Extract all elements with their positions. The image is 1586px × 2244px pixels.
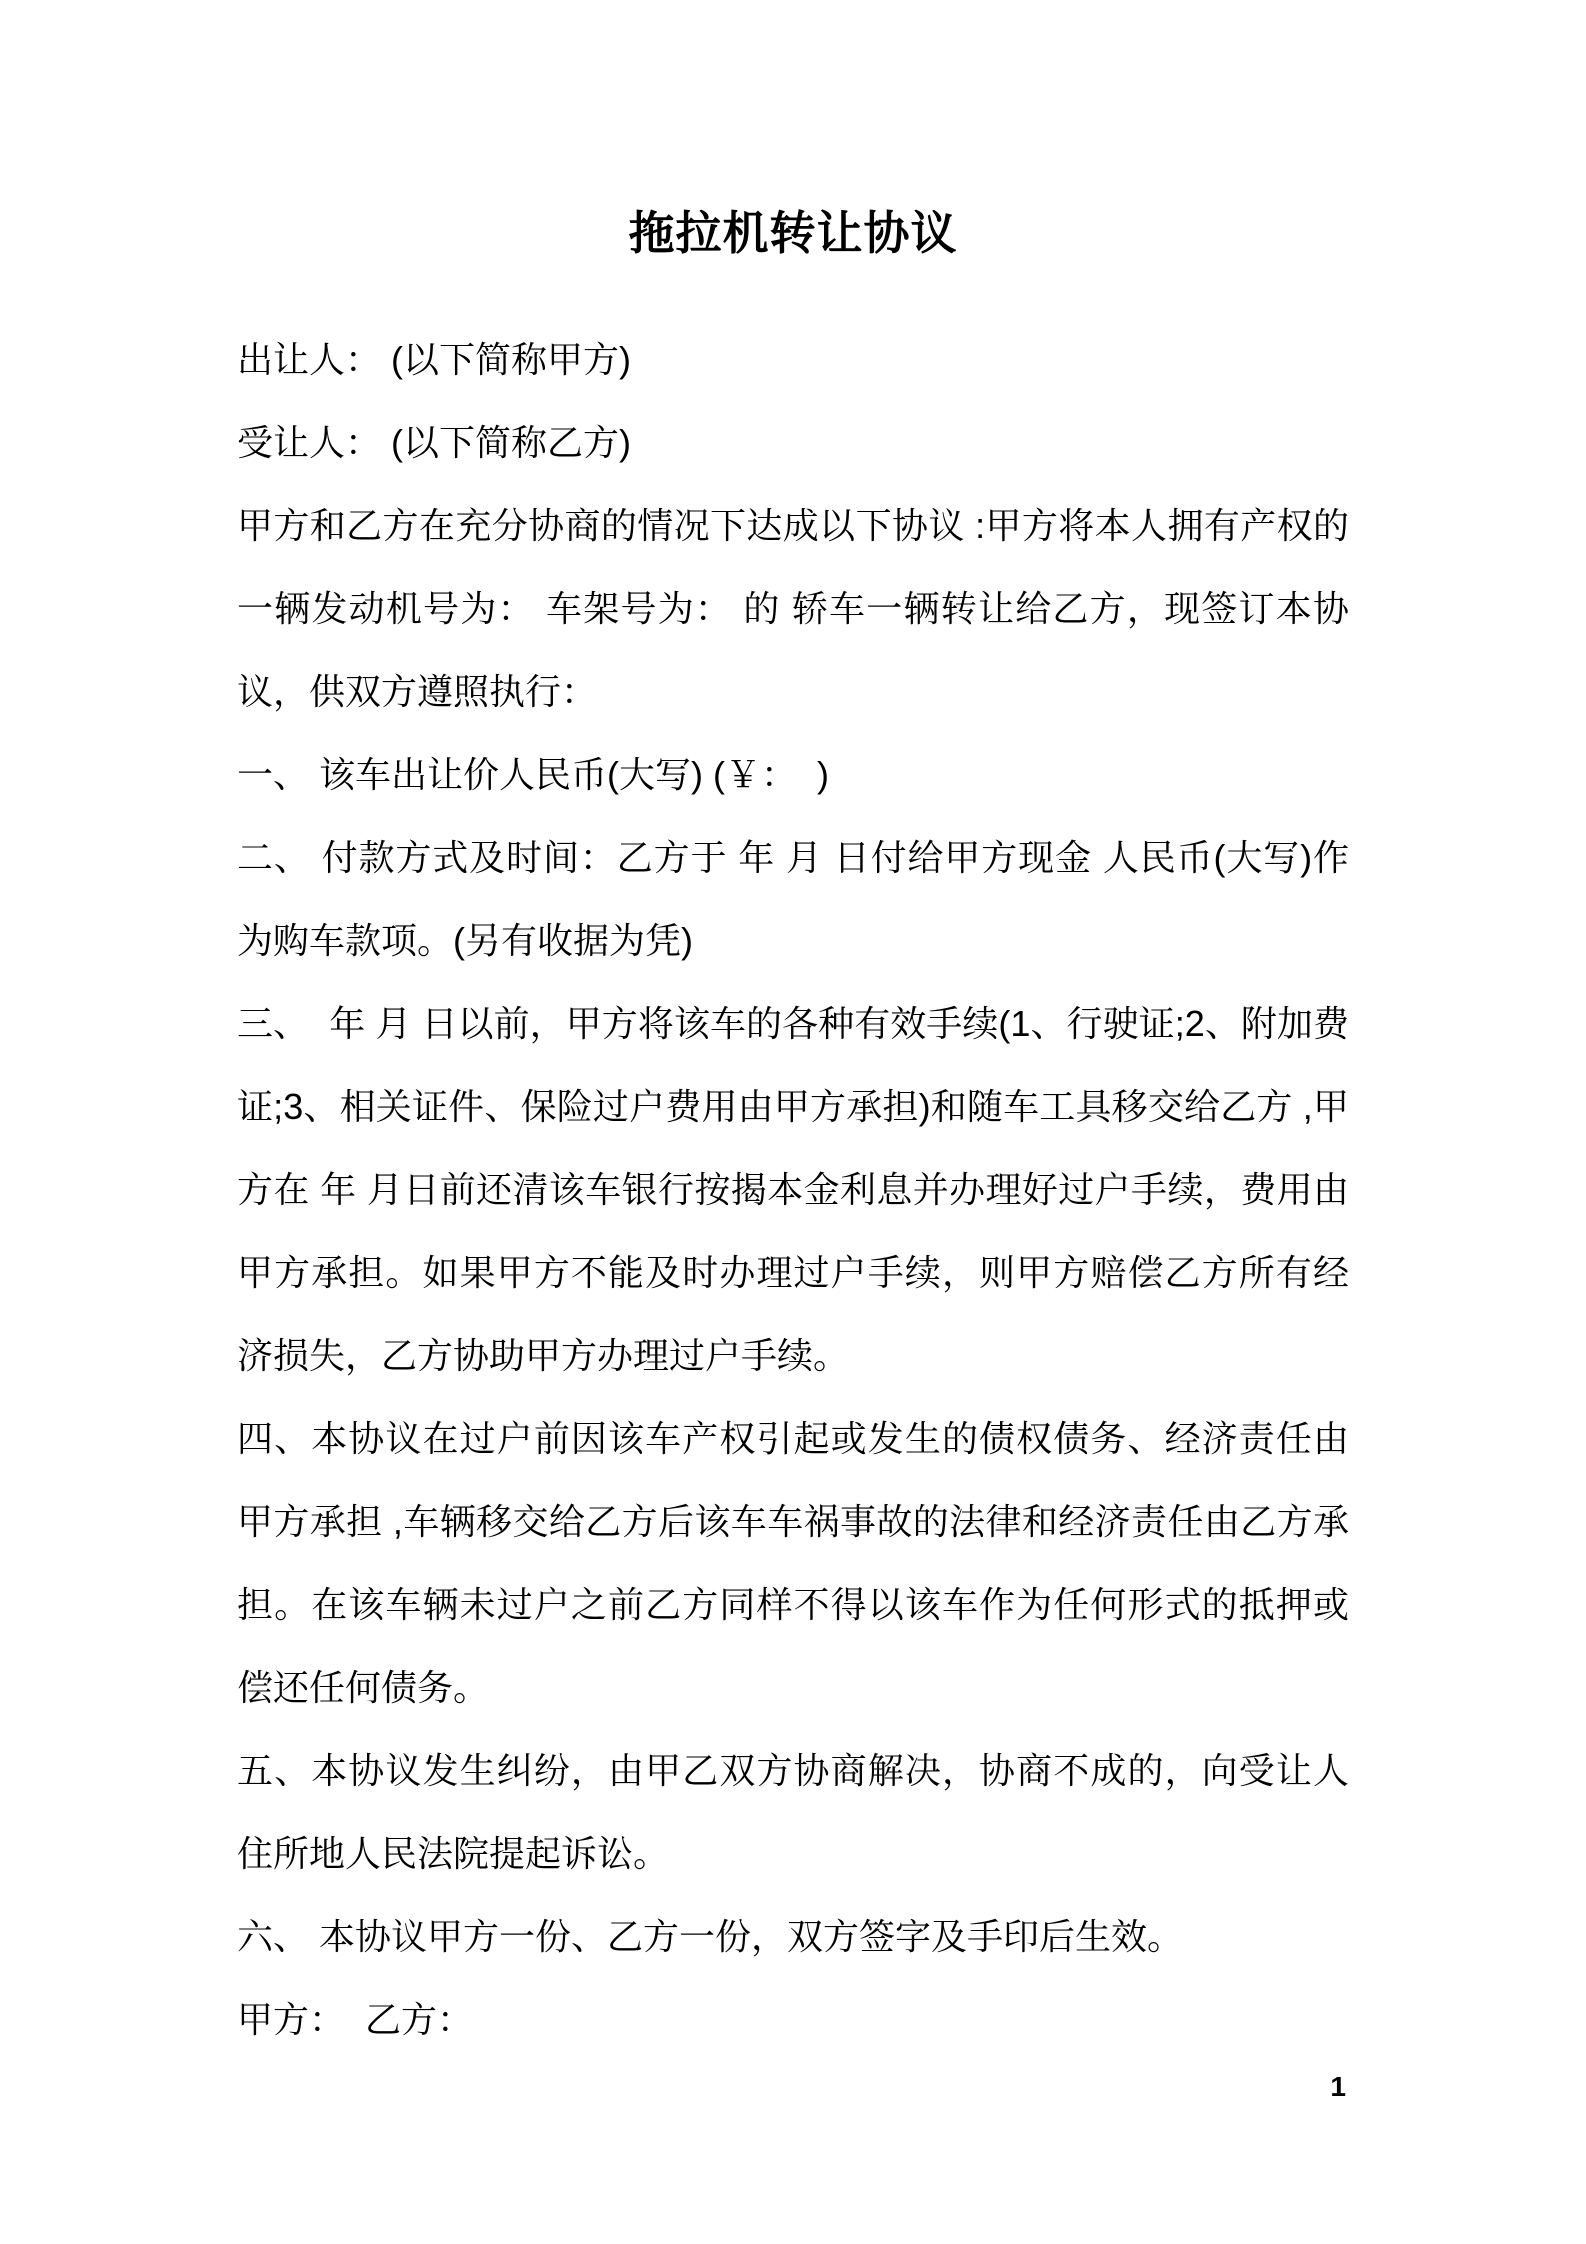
paragraph-clause-1: 一、 该车出让价人民币(大写) (￥： ): [237, 754, 829, 795]
paragraph-signature-line: 甲方： 乙方：: [237, 1999, 474, 2040]
paragraph-clause-2: 二、 付款方式及时间：乙方于 年 月 日付给甲方现金 人民币(大写)作为购车款项。(另有收据为凭): [237, 837, 1349, 961]
page-number: 1: [1330, 2071, 1346, 2102]
paragraph-clause-5: 五、本协议发生纠纷，由甲乙双方协商解决，协商不成的，向受让人住所地人民法院提起诉讼。: [237, 1750, 1349, 1874]
paragraph-preamble: 甲方和乙方在充分协商的情况下达成以下协议 :甲方将本人拥有产权的一辆发动机号为： 车架号为： 的 轿车一辆转让给乙方，现签订本协议，供双方遵照执行：: [237, 505, 1349, 712]
paragraph-clause-4: 四、本协议在过户前因该车产权引起或发生的债权债务、经济责任由甲方承担 ,车辆移交给乙方后该车车祸事故的法律和经济责任由乙方承担。在该车辆未过户之前乙方同样不得以该车作为任何形式的抵押或偿还任何债务。: [237, 1418, 1349, 1708]
paragraph-transferee: 受让人： (以下简称乙方): [237, 422, 631, 463]
paragraph-clause-6: 六、 本协议甲方一份、乙方一份，双方签字及手印后生效。: [237, 1916, 1184, 1957]
paragraph-clause-3: 三、 年 月 日以前，甲方将该车的各种有效手续(1、行驶证;2、附加费证;3、相关证件、保险过户费用由甲方承担)和随车工具移交给乙方 ,甲方在 年 月日前还清该车银行按揭本金利息并办理好过户手续，费用由甲方承担。如果甲方不能及时办理过户手续，则甲方赔偿乙方所有经济损失，乙方协助甲方办理过户手续。: [237, 1003, 1349, 1376]
document-body: [237, 318, 1349, 2061]
paragraph-transferor: 出让人： (以下简称甲方): [237, 339, 631, 380]
document-title: 拖拉机转让协议: [628, 207, 958, 259]
